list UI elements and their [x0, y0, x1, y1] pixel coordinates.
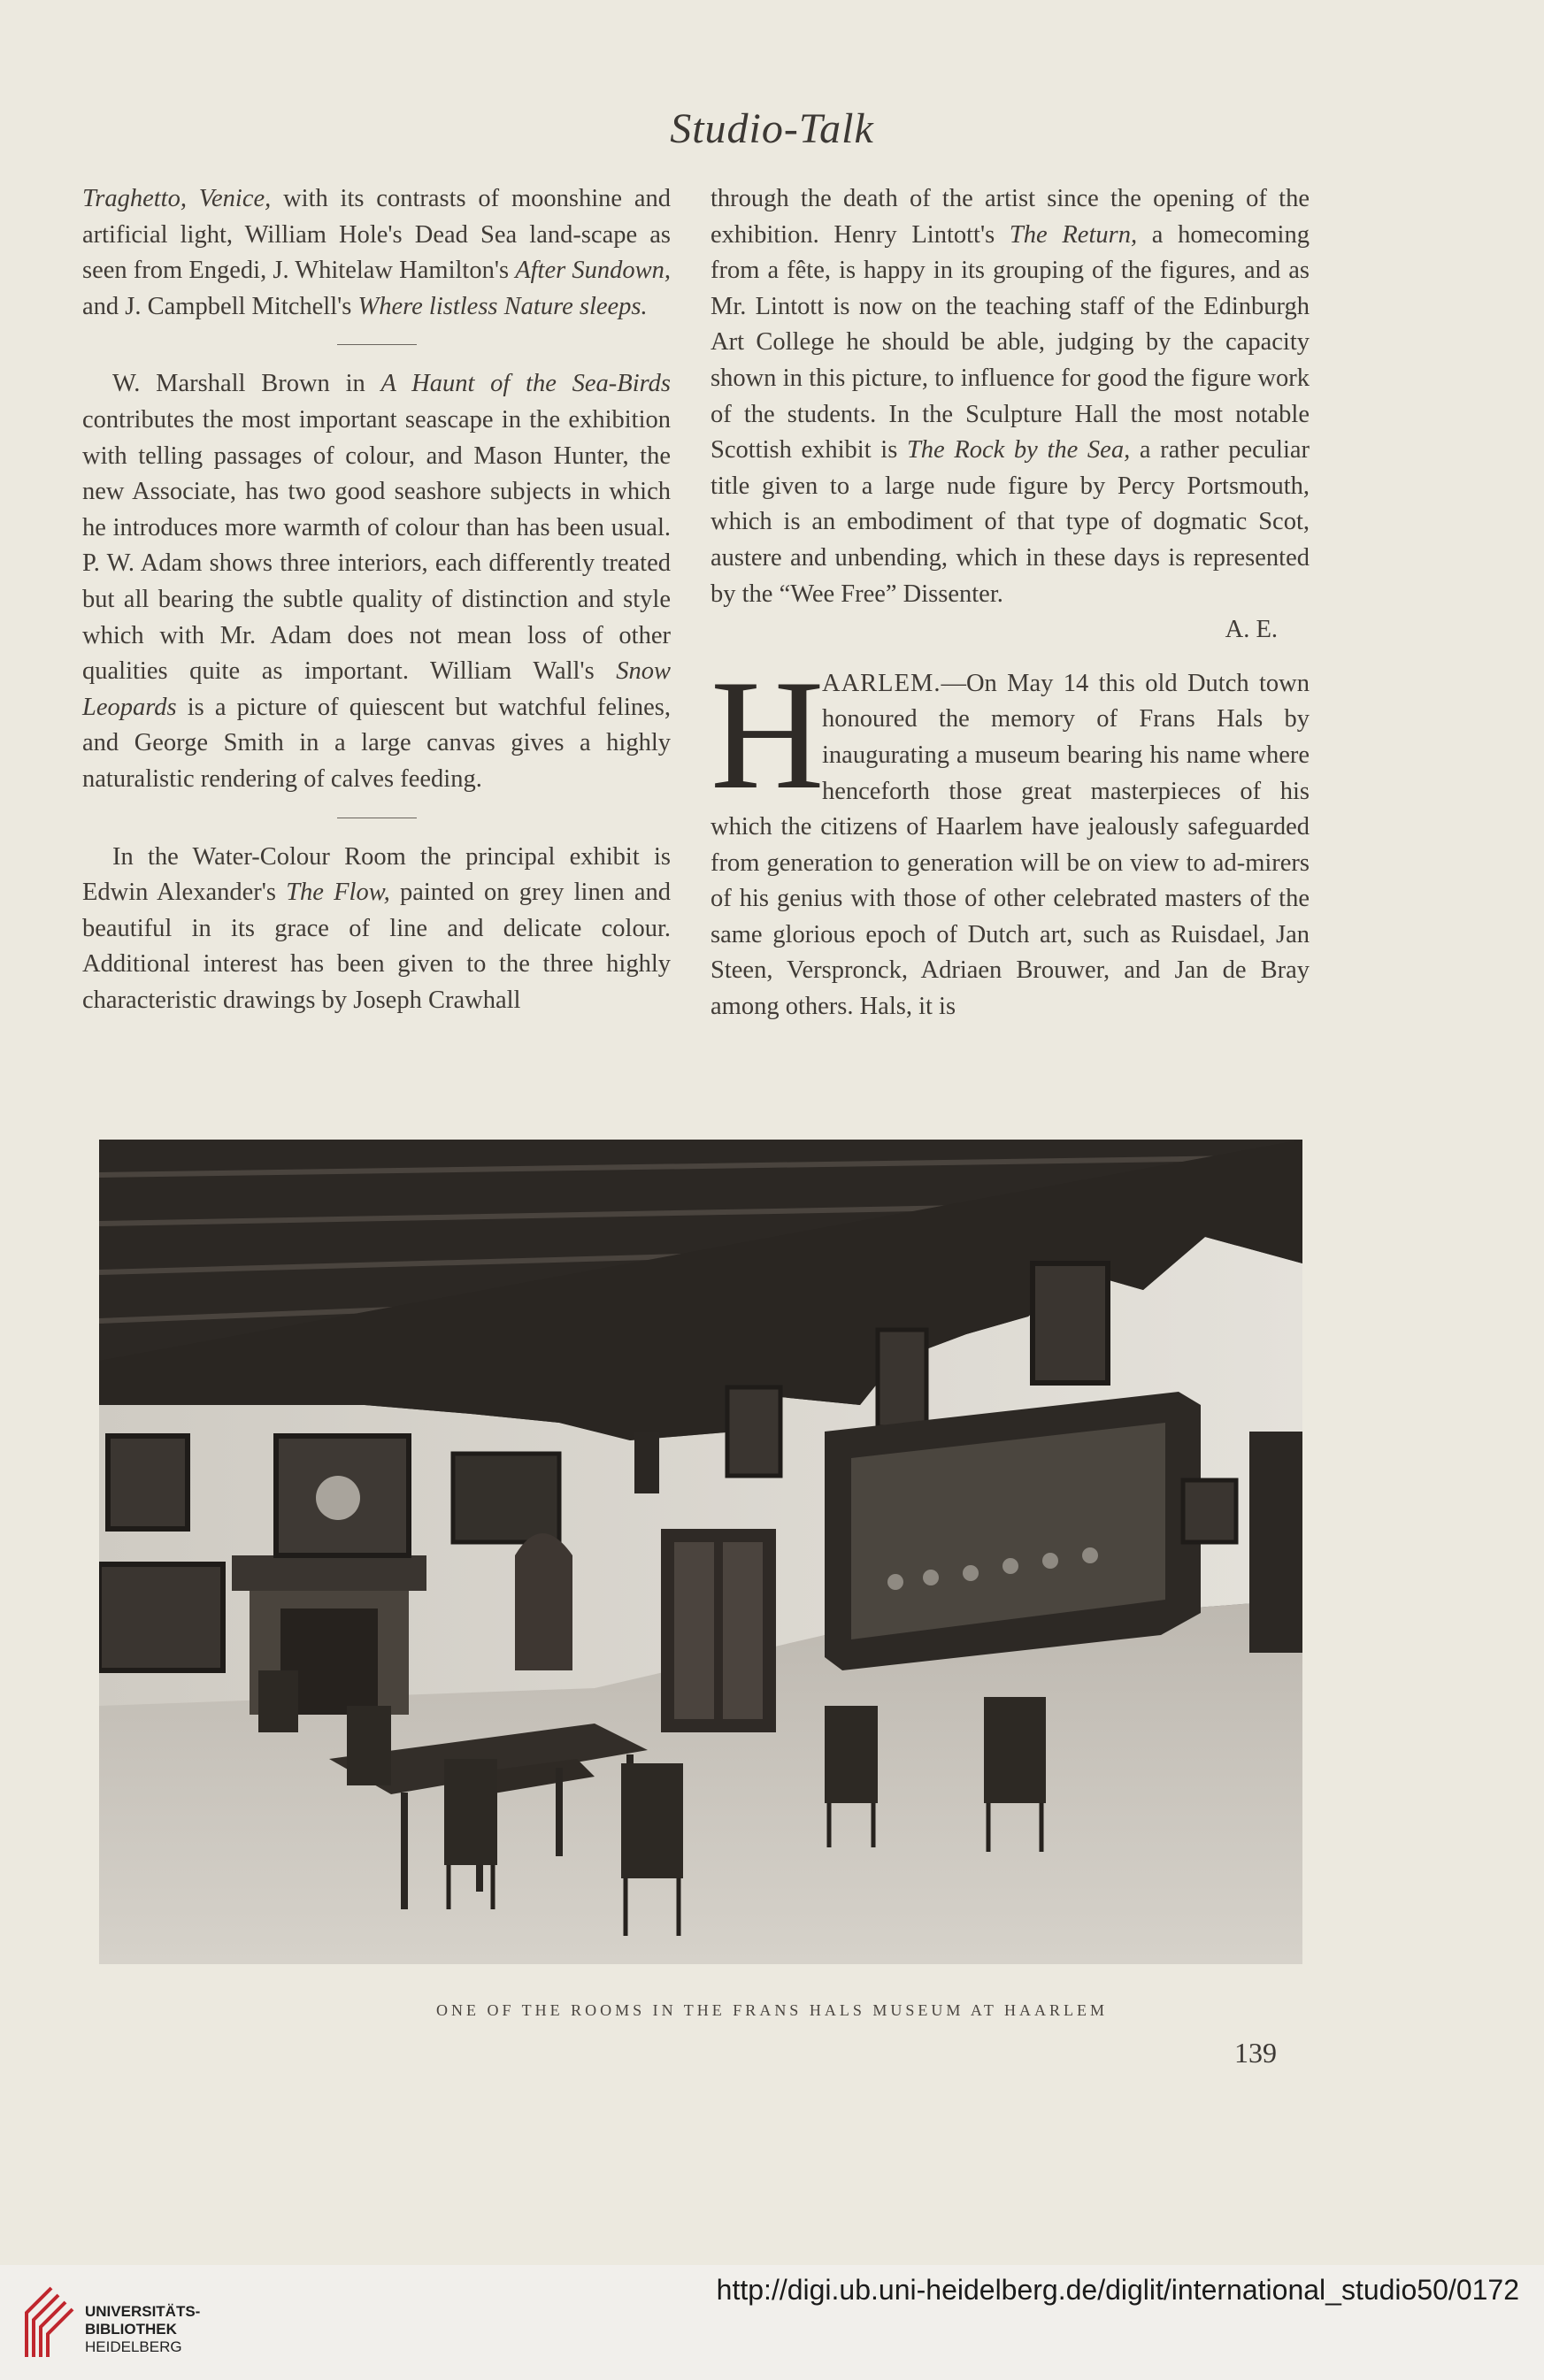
left-column [82, 181, 671, 1018]
right-column [711, 181, 1310, 1025]
artwork-title: Traghetto, Venice, [82, 185, 272, 212]
section-rule [337, 344, 417, 345]
signature-line [711, 612, 1310, 649]
artwork-title: The Return, [1009, 220, 1138, 249]
paragraph: H AARLEM.—On May 14 this old Dutch town honoured the memory of Frans Hals by inaugurating a museum bearing his name where henceforth those great masterpieces of his which the citizens of Haarlem have jealously safeguarded from generation to generation will be on view to ad-mirers of his genius with those of other celebrated masters of the same glorious epoch of Dutch art, such as Ruisdael, Jan Steen, Verspronck, Adriaen Brouwer, and Jan de Bray among others. Hals, it is [711, 646, 1310, 1021]
paragraph: through the death of the artist since the opening of the exhibition. Henry Lintott's The Return, a homecoming from a fête, is happy in its grouping of the figures, and as Mr. Lintott is now on the teaching staff of the Edinburgh Art College he should be able, judging by the capacity shown in this picture, to influence for good the figure work of the students. In the Sculpture Hall the most notable Scottish exhibit is The Rock by the Sea, a rather peculiar title given to a large nude figure by Percy Portsmouth, which is an embodiment of that type of dogmatic Scot, austere and unbending, which in these days is represented by the “Wee Free” Dissenter. [711, 185, 1310, 608]
artwork-title: The Flow, [286, 879, 390, 907]
artwork-title: A Haunt of the Sea-Birds [380, 370, 671, 398]
artwork-title: The Rock by the Sea, [906, 436, 1131, 464]
plate-caption: ONE OF THE ROOMS IN THE FRANS HALS MUSEUM AT HAARLEM [435, 2001, 1109, 2019]
running-head: Studio-Talk [670, 105, 874, 152]
library-name: UNIVERSITÄTS- BIBLIOTHEK HEIDELBERG [85, 2303, 201, 2355]
paragraph: Traghetto, Venice, with its contrasts of moonshine and artificial light, William Hole's Dead Sea land-scape as seen from Engedi, J. Whitelaw Hamilton's After Sundown, and J. Campbell Mitchell's Where listless Nature sleeps. [82, 185, 671, 320]
page-number: 139 [1234, 2037, 1277, 2069]
drop-cap: H [711, 646, 825, 822]
source-url-link[interactable]: http://digi.ub.uni-heidelberg.de/diglit/international_studio50/0172 [716, 2274, 1519, 2306]
museum-room-photograph [99, 1140, 1302, 1964]
library-logo-icon [16, 2283, 74, 2367]
paragraph: In the Water-Colour Room the principal exhibit is Edwin Alexander's The Flow, painted on grey linen and beautiful in its grace of line and delicate colour. Additional interest has been given to the three highly characteristic drawings by Joseph Crawhall [82, 842, 671, 1014]
artwork-title: After Sundown, [515, 257, 671, 285]
author-initials: A. E. [1225, 616, 1278, 644]
paragraph: W. Marshall Brown in A Haunt of the Sea-Birds contributes the most important seascape in the exhibition with telling passages of colour, and Mason Hunter, the new Associate, has two good seashore subjects in which he introduces more warmth of colour than has been usual. P. W. Adam shows three interiors, each differently treated but all bearing the subtle quality of distinction and style which with Mr. Adam does not mean loss of other qualities quite as important. William Wall's Snow Leopards is a picture of quiescent but watchful felines, and George Smith in a large canvas gives a highly naturalistic rendering of calves feeding. [82, 370, 671, 793]
artwork-title: Snow Leopards [82, 657, 671, 721]
artwork-title: Where listless Nature sleeps. [357, 292, 648, 320]
